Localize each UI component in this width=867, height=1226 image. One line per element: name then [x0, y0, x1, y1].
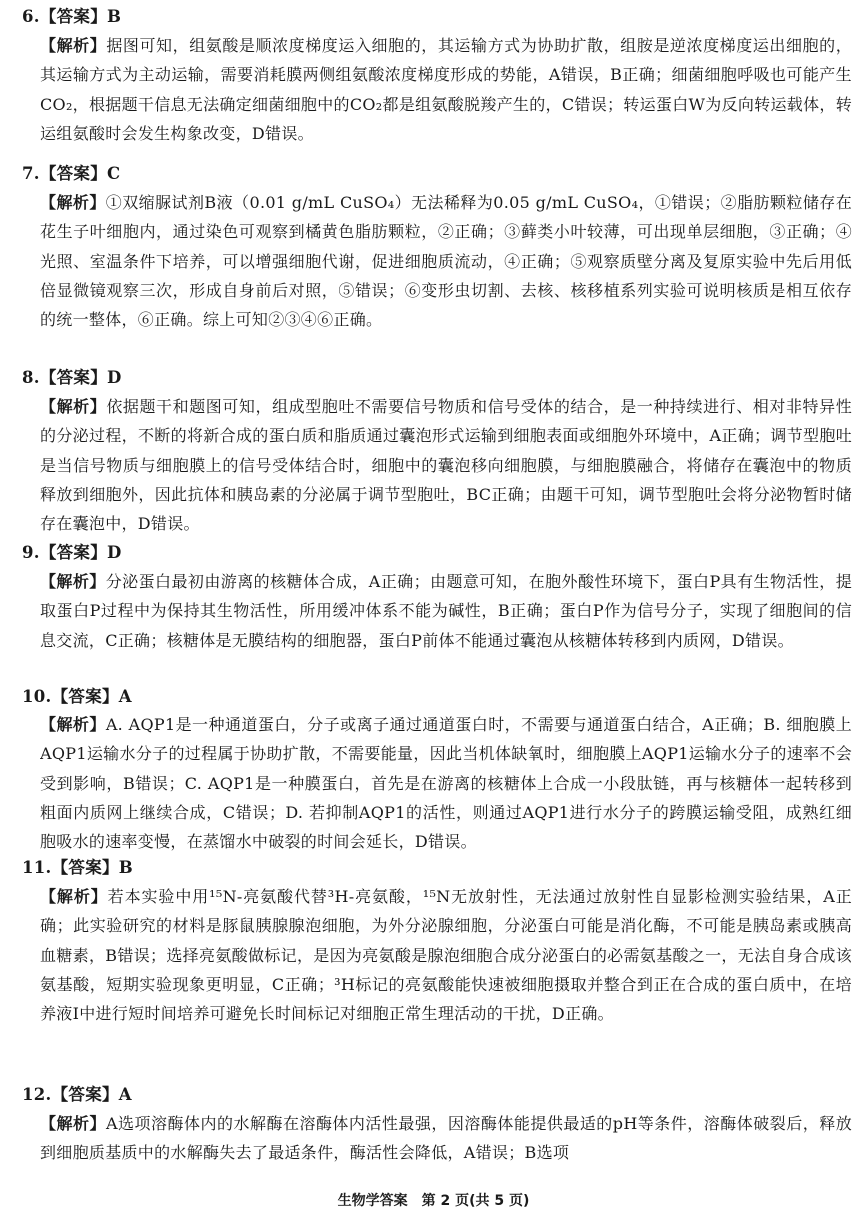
explanation-9 — [40, 567, 852, 685]
explanation-tag: 【解析】 — [40, 397, 107, 416]
answer-6: 6.【答案】B — [22, 7, 122, 26]
page-footer: 生物学答案 第 2 页(共 5 页) — [337, 1193, 530, 1209]
explanation-tag: 【解析】 — [40, 1114, 106, 1133]
explanation-10 — [40, 710, 852, 857]
explanation-text: 依据题干和题图可知，组成型胞吐不需要信号物质和信号受体的结合，是一种持续进行、相对非特异性的分泌过程，不断的将新合成的蛋白质和脂质通过囊泡形式运输到细胞表面或细胞外环境中，A正确；调节型胞吐是当信号物质与细胞膜上的信号受体结合时，细胞中的囊泡移向细胞膜，与细胞膜融合，将储存在囊泡中的物质释放到细胞外，因此抗体和胰岛素的分泌属于调节型胞吐，BC正确；由题干可知，调节型胞吐会将分泌物暂时储存在囊泡中，D错误。 — [40, 397, 852, 534]
explanation-7 — [40, 188, 852, 364]
explanation-12 — [40, 1109, 852, 1169]
answer-12: 12.【答案】A — [22, 1085, 132, 1104]
explanation-tag: 【解析】 — [40, 572, 106, 591]
explanation-8 — [40, 392, 852, 539]
explanation-text: 分泌蛋白最初由游离的核糖体合成，A正确；由题意可知，在胞外酸性环境下，蛋白P具有生物活性，提取蛋白P过程中为保持其生物活性，所用缓冲体系不能为碱性，B正确；蛋白P作为信号分子，实现了细胞间的信息交流，C正确；核糖体是无膜结构的细胞器，蛋白P前体不能通过囊泡从核糖体转移到内质网，D错误。 — [40, 572, 852, 650]
explanation-text: A. AQP1是一种通道蛋白，分子或离子通过通道蛋白时，不需要与通道蛋白结合，A正确；B. 细胞膜上AQP1运输水分子的过程属于协助扩散，不需要能量，因此当机体缺氧时，细胞膜上AQP1运输水分子的速率不会受到影响，B错误；C. AQP1是一种膜蛋白，首先是在游离的核糖体上合成一小段肽链，再与核糖体一起转移到粗面内质网上继续合成，C错误；D. 若抑制AQP1的活性，则通过AQP1进行水分子的跨膜运输受阻，成熟红细胞吸水的速率变慢，在蒸馏水中破裂的时间会延长，D错误。 — [40, 715, 852, 852]
answer-8: 8.【答案】D — [22, 368, 122, 387]
answer-9: 9.【答案】D — [22, 543, 122, 562]
answer-10: 10.【答案】A — [22, 687, 132, 706]
explanation-6 — [40, 31, 852, 163]
explanation-text: 若本实验中用¹⁵N-亮氨酸代替³H-亮氨酸，¹⁵N无放射性，无法通过放射性自显影检测实验结果，A正确；此实验研究的材料是豚鼠胰腺腺泡细胞，为外分泌腺细胞，分泌蛋白可能是消化酶，不可能是胰岛素或胰高血糖素，B错误；选择亮氨酸做标记，是因为亮氨酸是腺泡细胞合成分泌蛋白的必需氨基酸之一，无法自身合成该氨基酸，短期实验现象更明显，C正确；³H标记的亮氨酸能快速被细胞摄取并整合到正在合成的蛋白质中，在培养液Ⅰ中进行短时间培养可避免长时间标记对细胞正常生理活动的干扰，D正确。 — [40, 887, 852, 1024]
explanation-text: ①双缩脲试剂B液（0.01 g/mL CuSO₄）无法稀释为0.05 g/mL CuSO₄，①错误；②脂肪颗粒储存在花生子叶细胞内，通过染色可观察到橘黄色脂肪颗粒，②正确；③藓类小叶较薄，可出现单层细胞，③正确；④光照、室温条件下培养，可以增强细胞代谢，促进细胞质流动，④正确；⑤观察质壁分离及复原实验中先后用低倍显微镜观察三次，形成自身前后对照，⑤错误；⑥变形虫切割、去核、核移植系列实验可说明核质是相互依存的统一整体，⑥正确。综上可知②③④⑥正确。 — [40, 193, 852, 330]
explanation-text: 据图可知，组氨酸是顺浓度梯度运入细胞的，其运输方式为协助扩散，组胺是逆浓度梯度运出细胞的，其运输方式为主动运输，需要消耗膜两侧组氨酸浓度梯度形成的势能，A错误，B正确；细菌细胞呼吸也可能产生CO₂，根据题干信息无法确定细菌细胞中的CO₂都是组氨酸脱羧产生的，C错误；转运蛋白W为反向转运载体，转运组氨酸时会发生构象改变，D错误。 — [40, 36, 852, 143]
explanation-text: A选项溶酶体内的水解酶在溶酶体内活性最强，因溶酶体能提供最适的pH等条件，溶酶体破裂后，释放到细胞质基质中的水解酶失去了最适条件，酶活性会降低，A错误；B选项 — [40, 1114, 852, 1163]
explanation-tag: 【解析】 — [40, 715, 106, 734]
explanation-11 — [40, 882, 852, 1058]
explanation-tag: 【解析】 — [40, 36, 107, 55]
explanation-tag: 【解析】 — [40, 193, 106, 212]
answer-7: 7.【答案】C — [22, 164, 121, 183]
explanation-tag: 【解析】 — [40, 887, 108, 906]
answer-11: 11.【答案】B — [22, 858, 134, 877]
